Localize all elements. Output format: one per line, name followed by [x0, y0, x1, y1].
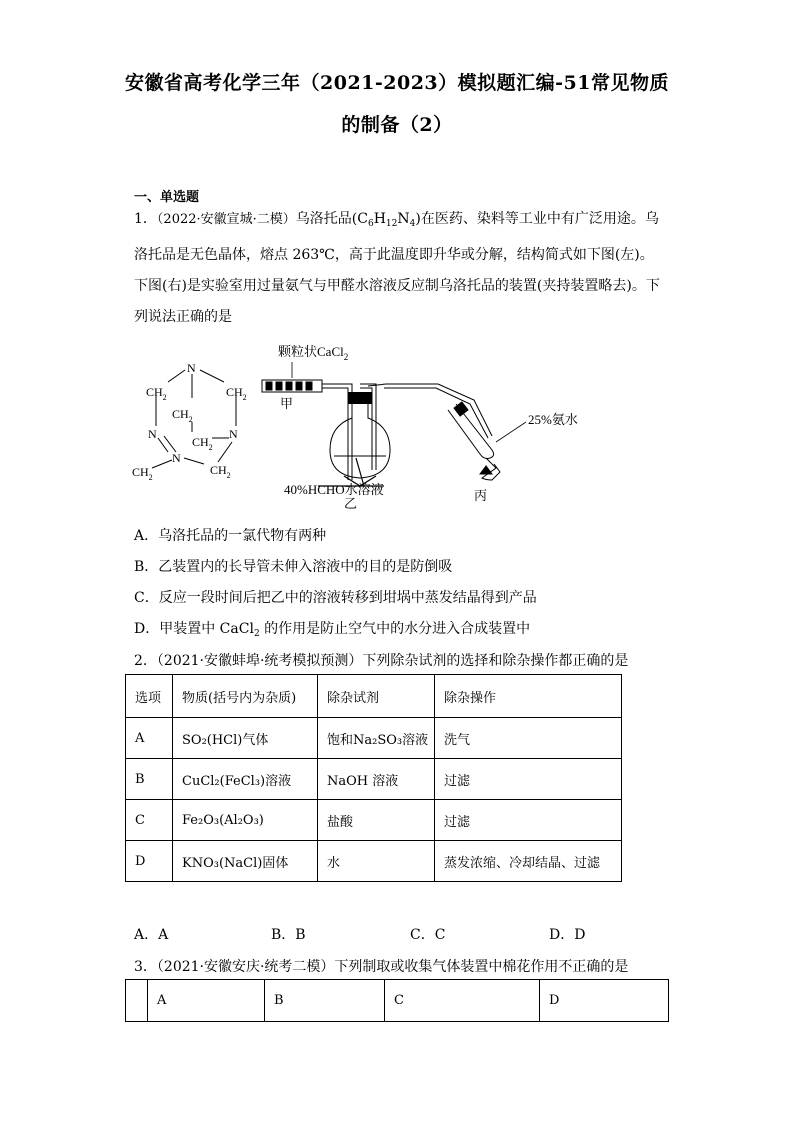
- round-flask: [330, 404, 390, 478]
- ch2-label: $CH_2$: [172, 407, 193, 424]
- option-a: A．乌洛托品的一氯代物有两种: [134, 528, 327, 544]
- question-1-stem: 1．（2022·安徽宣城·二模）乌洛托品$(C_6H_{12}N_4)$在医药、染料等工业中有广泛用途。乌洛托品是无色晶体，熔点 263℃，高于此温度即升华或分解，结构简式如下图(左)。下图(右)是实验室用过量氨气与甲醛水溶液反应制乌洛托品的装置(夹持装置略去)。下列说法正确的是: [134, 211, 660, 325]
- hcho-label: 40%HCHO水溶液: [284, 482, 384, 497]
- question-2-stem: 2．（2021·安徽蚌埠·统考模拟预测）下列除杂试剂的选择和除杂操作都正确的是: [134, 653, 629, 669]
- cacl2-label: 颗粒状CaCl$_2$: [278, 344, 349, 362]
- label-bing: 丙: [474, 488, 488, 503]
- table-row: C Fe₂O₃(Al₂O₃) 盐酸 过滤: [126, 800, 622, 841]
- table-row: D KNO₃(NaCl)固体 水 蒸发浓缩、冷却结晶、过滤: [126, 841, 622, 882]
- option-b: B．乙装置内的长导管未伸入溶液中的目的是防倒吸: [134, 559, 453, 575]
- ch2-label: $CH_2$: [192, 435, 213, 452]
- choice-a: A．A: [134, 927, 169, 943]
- table-header-row: A B C D: [126, 980, 669, 1022]
- n-atom-bottom: N: [172, 451, 181, 465]
- document-title-line2: 的制备（2）: [341, 114, 453, 136]
- drying-tube: [262, 380, 322, 392]
- apparatus-figure: [260, 340, 620, 510]
- flask-stopper: [348, 392, 372, 404]
- ch2-label: $CH_2$: [146, 385, 167, 402]
- document-title-line1: 安徽省高考化学三年（2021-2023）模拟题汇编-51常见物质: [125, 72, 669, 94]
- urotropine-structure-figure: [128, 358, 268, 488]
- ch2-label: $CH_2$: [210, 463, 231, 480]
- section-heading: 一、单选题: [134, 190, 200, 205]
- n-atom-right: N: [229, 427, 238, 441]
- table-header-cell: 除杂试剂: [318, 675, 435, 718]
- table-header-cell: 物质(括号内为杂质): [173, 675, 318, 718]
- ammonia-label: 25%氨水: [528, 412, 578, 427]
- question-source: （2022·安徽宣城·二模）: [156, 212, 296, 227]
- ch2-label: $CH_2$: [226, 385, 247, 402]
- choice-c: C．C: [410, 927, 446, 943]
- table-row: A SO₂(HCl)气体 饱和Na₂SO₃溶液 洗气: [126, 718, 622, 759]
- table-header-cell: 除杂操作: [435, 675, 622, 718]
- label-jia: 甲: [280, 396, 294, 411]
- question-3-stem: 3．（2021·安徽安庆·统考二模）下列制取或收集气体装置中棉花作用不正确的是: [134, 959, 629, 975]
- choice-b: B．B: [271, 927, 306, 943]
- option-d: D．甲装置中 CaCl$_2$ 的作用是防止空气中的水分进入合成装置中: [134, 621, 531, 639]
- table-header-cell: 选项: [126, 675, 173, 718]
- alcohol-lamp: [480, 458, 500, 480]
- test-tube: [448, 402, 494, 459]
- label-yi: 乙: [344, 496, 358, 510]
- n-atom-top: N: [187, 361, 196, 375]
- ch2-label: $CH_2$: [132, 465, 153, 482]
- question-number: 1．: [134, 211, 157, 227]
- table-row: B CuCl₂(FeCl₃)溶液 NaOH 溶液 过滤: [126, 759, 622, 800]
- n-atom-left: N: [148, 427, 157, 441]
- choice-d: D．D: [549, 927, 586, 943]
- option-c: C．反应一段时间后把乙中的溶液转移到坩埚中蒸发结晶得到产品: [134, 590, 537, 606]
- cotton-function-table: [125, 979, 669, 1022]
- table-header-row: [126, 675, 622, 718]
- purification-table: [125, 674, 622, 882]
